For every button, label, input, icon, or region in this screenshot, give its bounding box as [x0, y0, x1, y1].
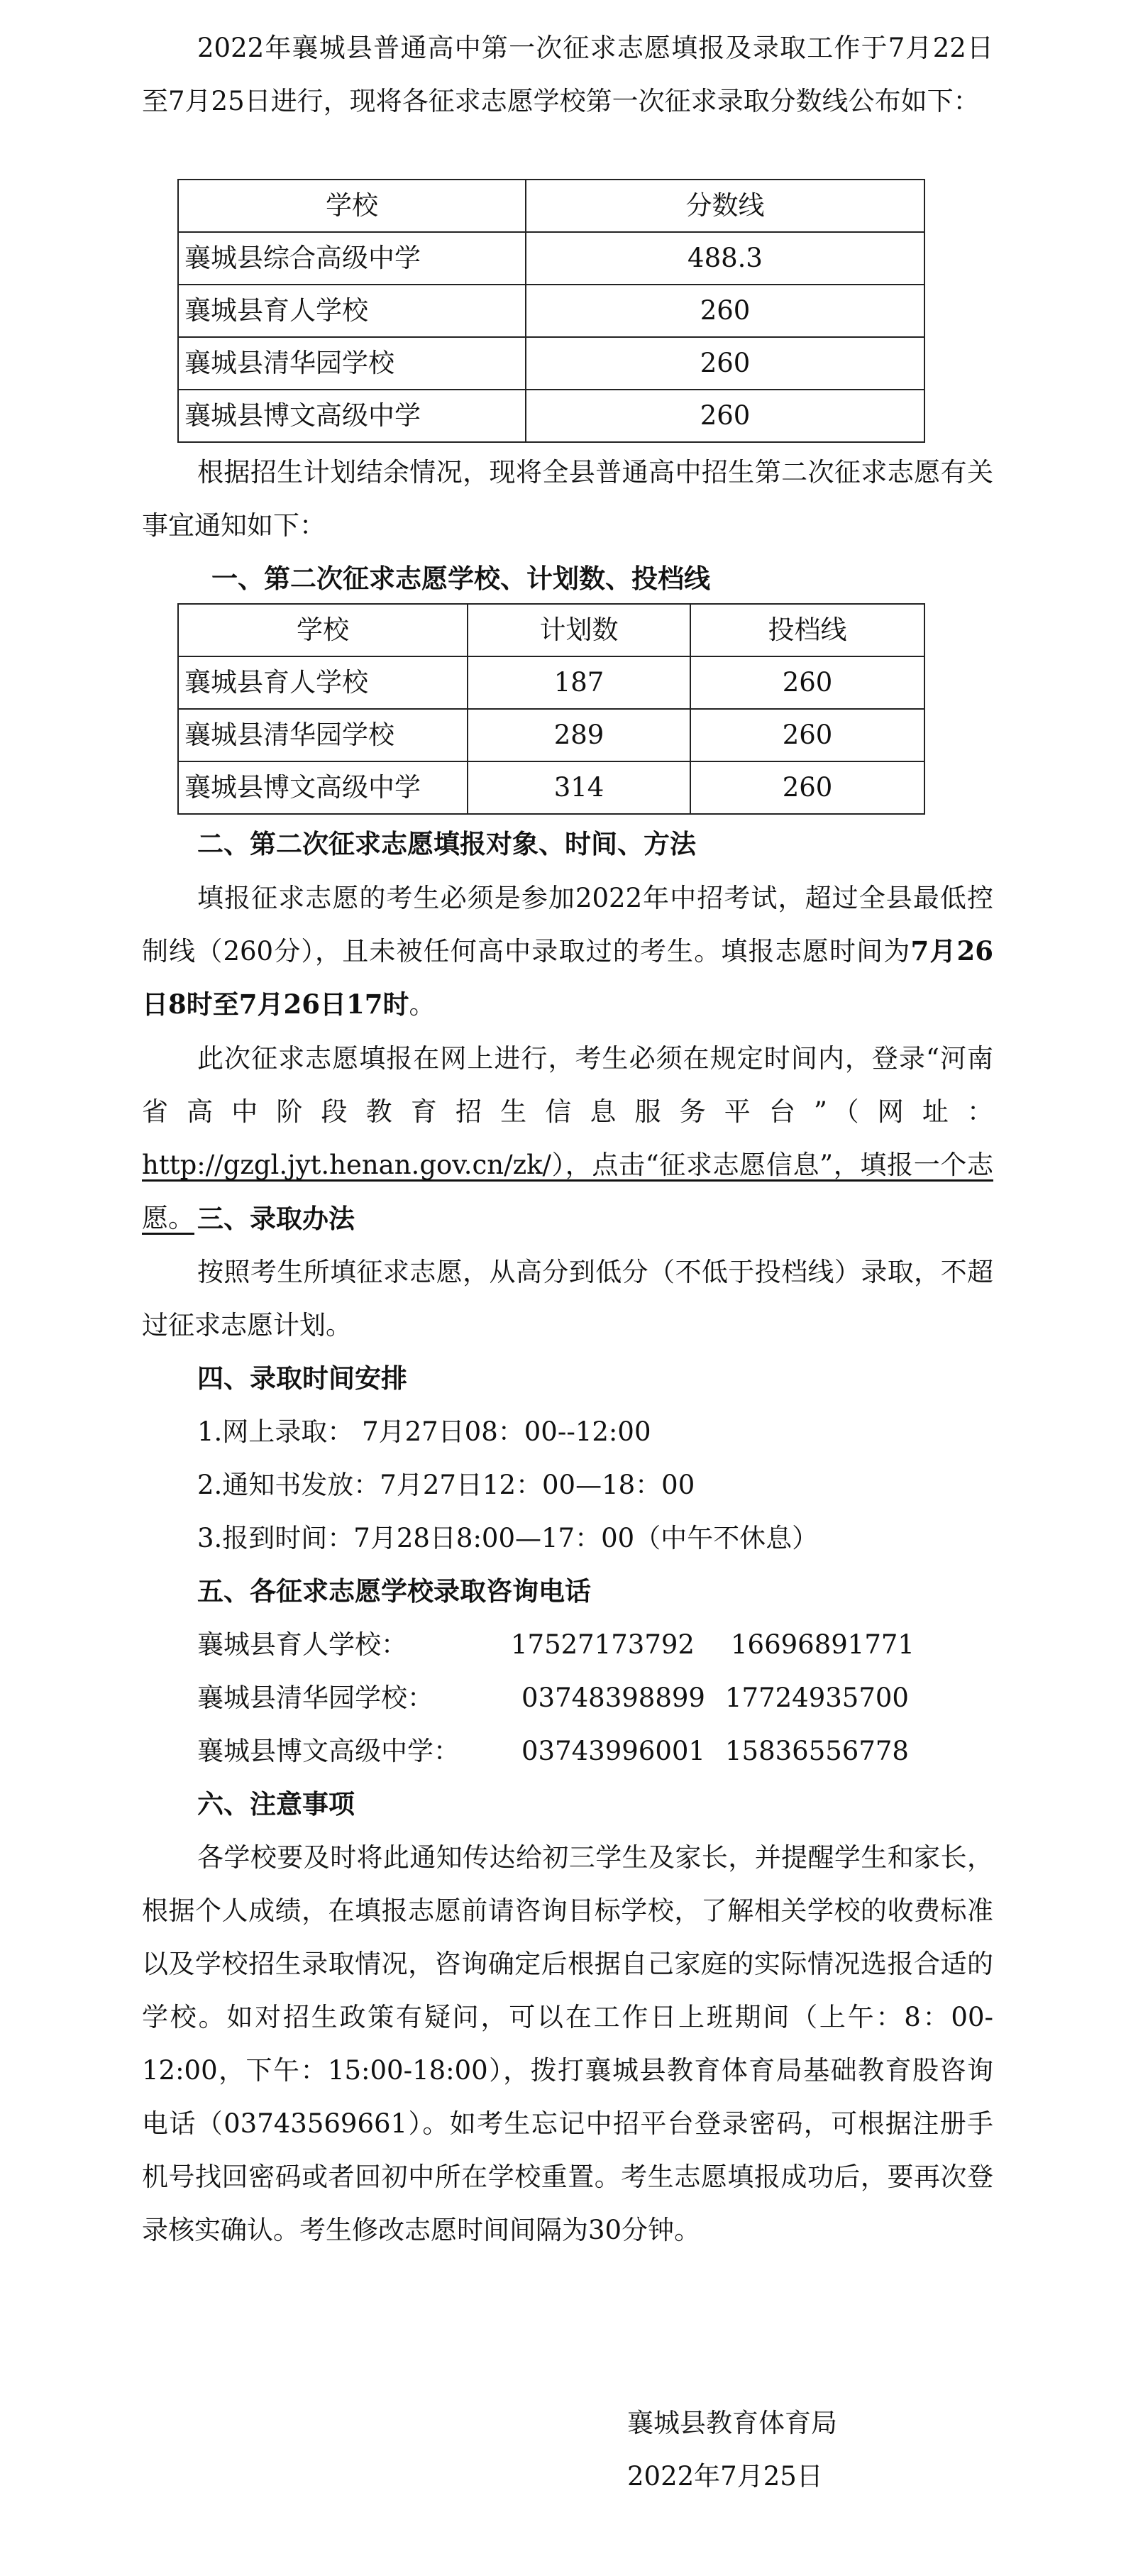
- eligibility-text: 填报征求志愿的考生必须是参加2022年中招考试，超过全县最低控制线（260分），且未被任何高中录取过的考生。填报志愿时间为: [142, 883, 993, 967]
- table-cell-score: 260: [526, 390, 924, 442]
- contact-school: 襄城县育人学校：: [197, 1629, 407, 1660]
- section-heading-4: 四、录取时间安排: [197, 1363, 407, 1394]
- contact-school: 襄城县清华园学校：: [197, 1683, 434, 1713]
- table-cell-plan: 187: [468, 656, 690, 709]
- table-row: [178, 232, 924, 285]
- table-row: [178, 656, 924, 709]
- table-cell-school: 襄城县清华园学校: [178, 709, 468, 761]
- plan-table-second: [177, 603, 925, 815]
- table-cell-plan: 314: [468, 761, 690, 814]
- table-header-cell: 学校: [178, 180, 526, 232]
- schedule-item: 2.通知书发放：7月27日12：00—18：00: [197, 1470, 695, 1500]
- table-row: [178, 285, 924, 337]
- table-cell-school: 襄城县博文高级中学: [178, 761, 468, 814]
- section-heading-3: 三、录取办法: [197, 1204, 355, 1234]
- fill-time-text: 7月26日8时至7月26日17时: [142, 935, 993, 1020]
- contact-phone: 03743996001: [521, 1736, 705, 1766]
- contact-school: 襄城县博文高级中学：: [197, 1736, 460, 1766]
- contact-phone: 15836556778: [725, 1736, 909, 1766]
- contact-phone: 17724935700: [725, 1683, 909, 1713]
- contact-phone: 03748398899: [521, 1683, 705, 1713]
- table-cell-school: 襄城县博文高级中学: [178, 390, 526, 442]
- signature-date: 2022年7月25日: [627, 2461, 823, 2492]
- notes-paragraph: 各学校要及时将此通知传达给初三学生及家长，并提醒学生和家长，根据个人成绩，在填报志愿前请咨询目标学校，了解相关学校的收费标准以及学校招生录取情况，咨询确定后根据自己家庭的实际情况选报合适的学校。如对招生政策有疑问，可以在工作日上班期间（上午：8：00-12:00，下午：15:00-18:00），拨打襄城县教育体育局基础教育股咨询电话（03743569661）。如考生忘记中招平台登录密码，可根据注册手机号找回密码或者回初中所在学校重置。考生志愿填报成功后，要再次登录核实确认。考生修改志愿时间间隔为30分钟。: [142, 1842, 993, 2245]
- schedule-item: 3.报到时间：7月28日8:00—17：00（中午不休息）: [197, 1523, 819, 1553]
- table-cell-score: 488.3: [526, 232, 924, 285]
- table-row: [178, 390, 924, 442]
- table-cell-school: 襄城县清华园学校: [178, 337, 526, 390]
- table-cell-plan: 289: [468, 709, 690, 761]
- table-cell-line: 260: [690, 656, 924, 709]
- table-row: [178, 337, 924, 390]
- table-header-cell: 学校: [178, 604, 468, 656]
- platform-link[interactable]: http://gzgl.jyt.henan.gov.cn/zk/），点击“征求志愿信息”，填报一个志愿。: [142, 1150, 993, 1233]
- table-cell-school: 襄城县育人学校: [178, 656, 468, 709]
- table-cell-score: 260: [526, 285, 924, 337]
- plan-paragraph: 根据招生计划结余情况，现将全县普通高中招生第二次征求志愿有关事宜通知如下：: [142, 457, 993, 541]
- intro-paragraph: 2022年襄城县普通高中第一次征求志愿填报及录取工作于7月22日至7月25日进行，现将各征求志愿学校第一次征求录取分数线公布如下：: [142, 33, 993, 116]
- method-text: 此次征求志愿填报在网上进行，考生必须在规定时间内，登录“河南省高中阶段教育招生信息服务平台”（网址：: [142, 1043, 993, 1127]
- contact-phone: 17527173792: [511, 1629, 695, 1660]
- table-cell-school: 襄城县育人学校: [178, 285, 526, 337]
- table-header-row: [178, 180, 924, 232]
- table-header-row: [178, 604, 924, 656]
- eligibility-paragraph: [142, 871, 993, 1031]
- table-cell-school: 襄城县综合高级中学: [178, 232, 526, 285]
- eligibility-end: 。: [409, 989, 436, 1020]
- table-cell-line: 260: [690, 709, 924, 761]
- section-heading-6: 六、注意事项: [197, 1789, 355, 1820]
- signature-org: 襄城县教育体育局: [627, 2408, 837, 2438]
- contact-phone: 16696891771: [731, 1629, 915, 1660]
- admission-method-paragraph: 按照考生所填征求志愿，从高分到低分（不低于投档线）录取，不超过征求志愿计划。: [142, 1257, 993, 1341]
- table-header-cell: 计划数: [468, 604, 690, 656]
- table-cell-score: 260: [526, 337, 924, 390]
- table-header-cell: 投档线: [690, 604, 924, 656]
- section-heading-1: 一、第二次征求志愿学校、计划数、投档线: [211, 563, 710, 594]
- table-cell-line: 260: [690, 761, 924, 814]
- score-table-first: [177, 179, 925, 443]
- table-row: [178, 761, 924, 814]
- schedule-item: 1.网上录取： 7月27日08：00--12:00: [197, 1416, 651, 1447]
- section-heading-5: 五、各征求志愿学校录取咨询电话: [197, 1576, 591, 1607]
- table-row: [178, 709, 924, 761]
- table-header-cell: 分数线: [526, 180, 924, 232]
- section-heading-2: 二、第二次征求志愿填报对象、时间、方法: [197, 829, 696, 859]
